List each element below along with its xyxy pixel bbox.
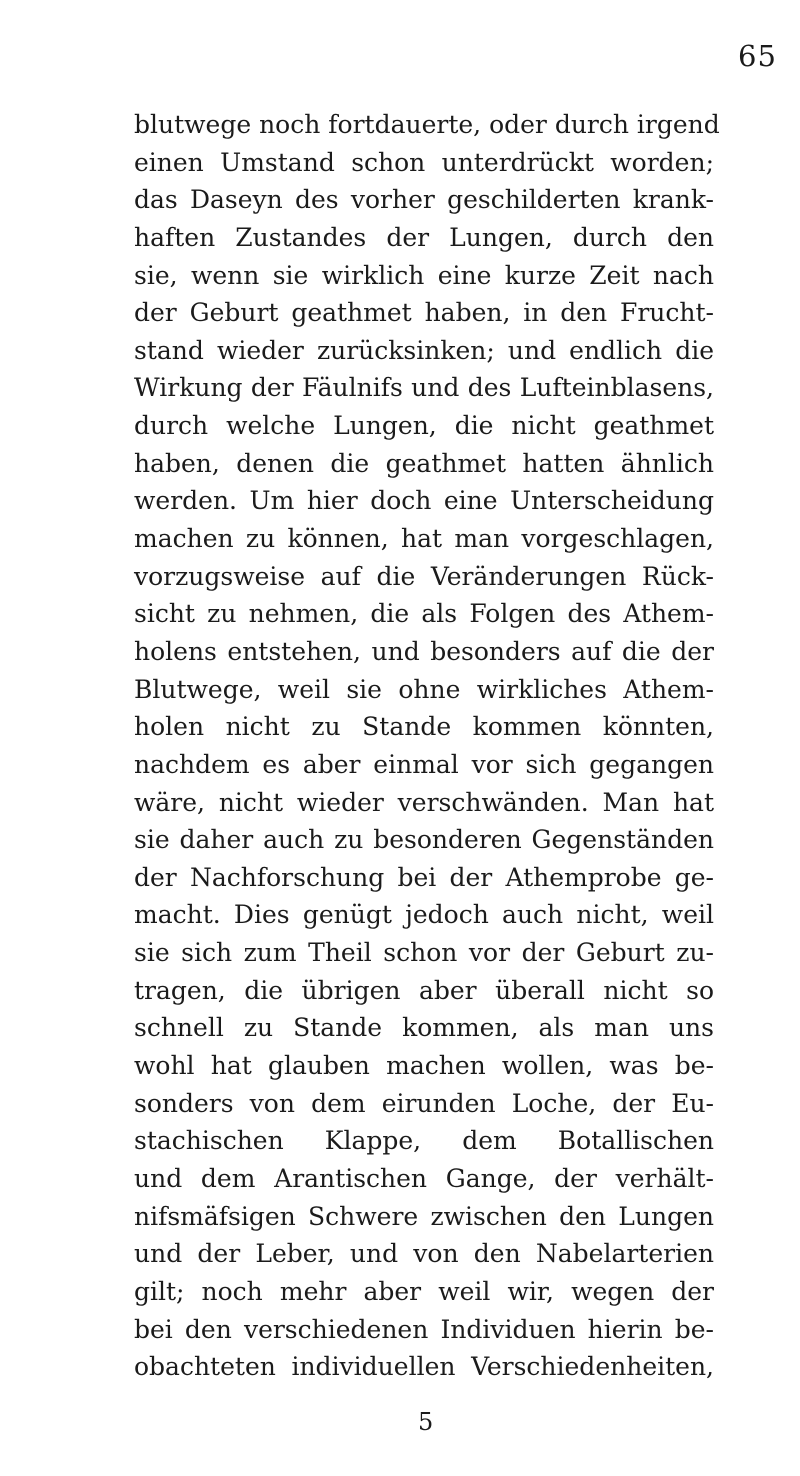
text-line: einen Umstand schon unterdrückt worden; (134, 147, 714, 177)
text-line: macht. Dies genügt jedoch auch nicht, weil (134, 900, 714, 930)
text-line: wäre, nicht wieder verschwänden. Man hat (134, 787, 714, 817)
text-line: sonders von dem eirunden Loche, der Eu- (134, 1088, 714, 1118)
text-line: blutwege noch fortdauerte, oder durch irgend (134, 110, 720, 139)
text-line: sicht zu nehmen, die als Folgen des Athem- (134, 599, 714, 629)
text-line: obachteten individuellen Verschiedenheiten, (134, 1352, 714, 1382)
text-line: machen zu können, hat man vorgeschlagen, (134, 524, 714, 554)
text-line: gilt; noch mehr aber weil wir, wegen der (134, 1276, 714, 1306)
text-line: werden. Um hier doch eine Unterscheidung (134, 486, 714, 516)
text-line: vorzugsweise auf die Veränderungen Rück- (134, 561, 714, 591)
text-line: das Daseyn des vorher geschilderten krank- (134, 185, 714, 215)
text-line: holens entstehen, und besonders auf die der (134, 636, 714, 666)
signature-mark: 5 (418, 1408, 434, 1436)
text-line: Wirkung der Fäulnifs und des Lufteinblasens, (134, 373, 714, 403)
text-line: haben, denen die geathmet hatten ähnlich (134, 448, 714, 478)
text-line: durch welche Lungen, die nicht geathmet (134, 411, 714, 441)
text-line: und der Leber, und von den Nabelarterien (134, 1239, 714, 1269)
body-text (134, 106, 720, 1386)
text-line: Blutwege, weil sie ohne wirkliches Athem- (134, 674, 714, 704)
page-number: 65 (738, 39, 777, 73)
text-line: tragen, die übrigen aber überall nicht so (134, 975, 714, 1005)
text-line: wohl hat glauben machen wollen, was be- (134, 1051, 714, 1081)
text-line: schnell zu Stande kommen, als man uns (134, 1013, 714, 1043)
text-line: nachdem es aber einmal vor sich gegangen (134, 749, 714, 779)
text-line: haften Zustandes der Lungen, durch den (134, 222, 714, 252)
text-line: sie, wenn sie wirklich eine kurze Zeit nach (134, 260, 714, 290)
text-line: der Nachforschung bei der Athemprobe ge- (134, 862, 714, 892)
text-line: nifsmäfsigen Schwere zwischen den Lungen (134, 1201, 714, 1231)
text-line: holen nicht zu Stande kommen könnten, (134, 712, 714, 742)
text-line: der Geburt geathmet haben, in den Frucht- (134, 298, 714, 328)
text-line: stand wieder zurücksinken; und endlich die (134, 335, 714, 365)
text-line: stachischen Klappe, dem Botallischen (134, 1126, 714, 1156)
text-line: und dem Arantischen Gange, der verhält- (134, 1163, 714, 1193)
text-line: bei den verschiedenen Individuen hierin be- (134, 1314, 714, 1344)
text-line: sie daher auch zu besonderen Gegenständen (134, 825, 714, 855)
text-line: sie sich zum Theil schon vor der Geburt zu- (134, 938, 714, 968)
